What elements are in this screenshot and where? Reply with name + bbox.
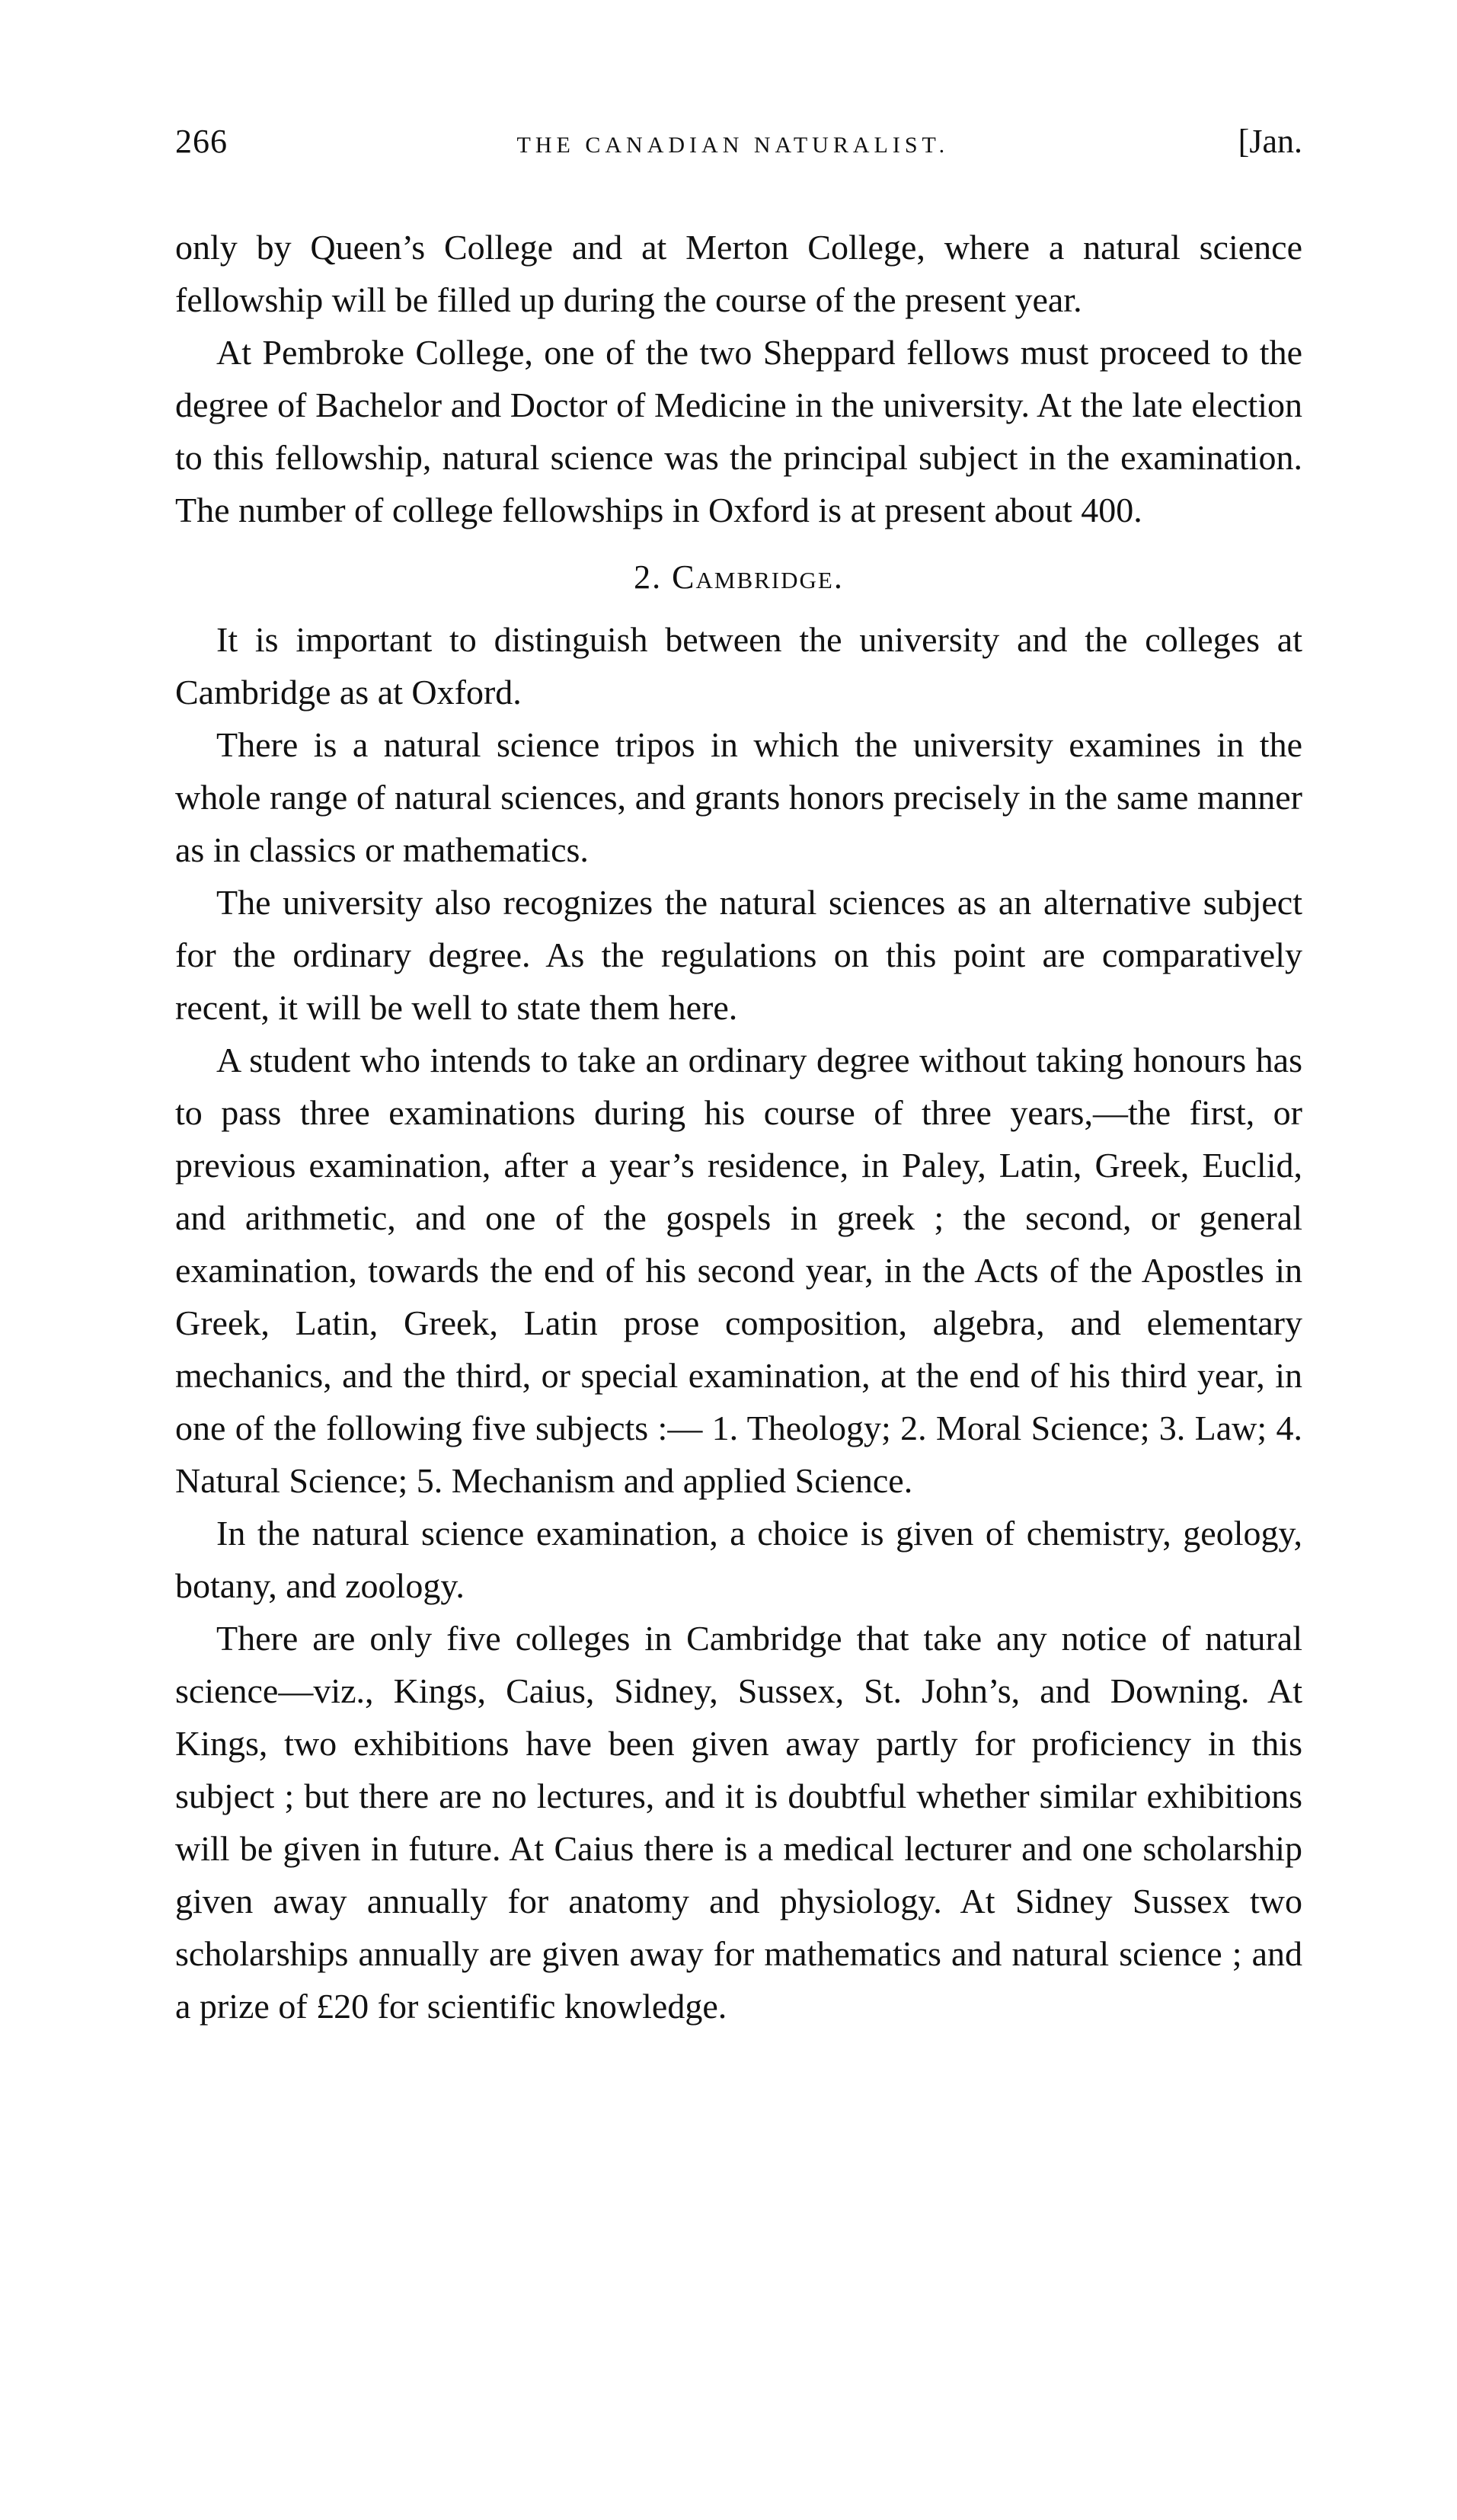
paragraph: At Pembroke College, one of the two Sheppard fellows must proceed to the degree of Bachelor and Doctor of Medicine in the university. At the late election to this fellowship, natural science was the principal subject in the examination. The number of college fellowships in Oxford is at present about 400. [175, 333, 1302, 529]
paragraph: There are only five colleges in Cambridge that take any notice of natural science—viz., Kings, Caius, Sidney, Sussex, St. John’s, and Downing. At Kings, two exhibitions have been given away partly for proficiency in this subject ; but there are no lectures, and it is doubtful whether similar exhibitions will be given in future. At Caius there is a medical lecturer and one scholarship given away annually for anatomy and physiology. At Sidney Sussex two scholarships annually are given away for mathematics and natural science ; and a prize of £20 for scientific knowledge. [175, 1619, 1302, 2026]
paragraph: only by Queen’s College and at Merton College, where a natural science fellowship will be filled up during the course of the present year. [175, 228, 1302, 319]
paragraph: In the natural science examination, a choice is given of chemistry, geology, botany, and zoology. [175, 1514, 1302, 1605]
paragraph: There is a natural science tripos in which the university examines in the whole range of natural sciences, and grants honors precisely in the same manner as in classics or mathematics. [175, 725, 1302, 869]
page [175, 122, 1302, 2032]
paragraph: It is important to distinguish between the university and the colleges at Cambridge as at Oxford. [175, 620, 1302, 712]
running-head [175, 122, 1302, 190]
body-text [175, 221, 1302, 2032]
paragraph: The university also recognizes the natural sciences as an alternative subject for the ordinary degree. As the regulations on this point are comparatively recent, it will be well to state them here. [175, 883, 1302, 1027]
paragraph: A student who intends to take an ordinary degree without taking honours has to pass three examinations during his course of three years,—the first, or previous examination, after a year’s residence, in Paley, Latin, Greek, Euclid, and arithmetic, and one of the gospels in greek ; the second, or general examination, towards the end of his second year, in the Acts of the Apostles in Greek, Latin, Greek, Latin prose composition, algebra, and elementary mechanics, and the third, or special examination, at the end of his third year, in one of the following five subjects :— 1. Theology; 2. Moral Science; 3. Law; 4. Natural Science; 5. Mechanism and applied Science. [175, 1041, 1302, 1500]
journal-title: THE CANADIAN NATURALIST. [516, 133, 950, 158]
page-number: 266 [175, 123, 228, 160]
issue-label: [Jan. [1238, 123, 1302, 160]
section-heading: 2. Cambridge. [634, 558, 844, 596]
